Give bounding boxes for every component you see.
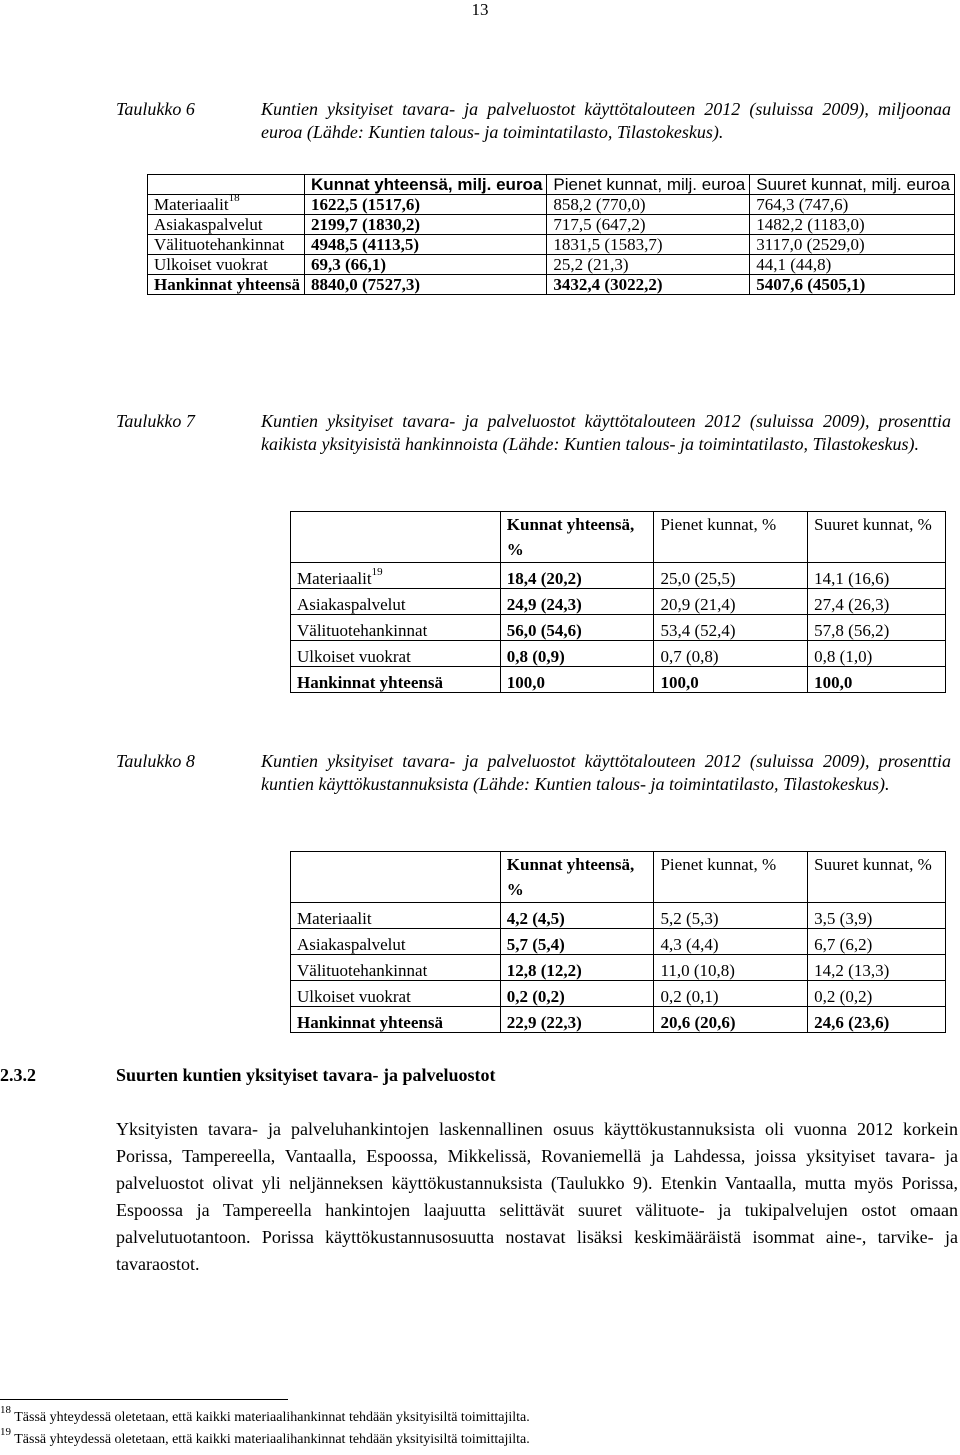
- table-cell: 5407,6 (4505,1): [750, 275, 955, 295]
- table-row: [291, 929, 946, 955]
- table-row: [291, 641, 946, 667]
- table-row: [291, 1007, 946, 1033]
- footnote-number: 18: [0, 1404, 11, 1417]
- row-label: Asiakaspalvelut: [291, 929, 501, 955]
- table-row: [291, 903, 946, 929]
- table-cell: 25,0 (25,5): [654, 563, 808, 589]
- row-label: Välituotehankinnat: [291, 955, 501, 981]
- table-cell: 6,7 (6,2): [808, 929, 946, 955]
- table-cell: 100,0: [654, 667, 808, 693]
- row-label: [148, 192, 305, 215]
- table-row: [291, 615, 946, 641]
- table-cell: 3432,4 (3022,2): [547, 275, 750, 295]
- table6-header-row: [148, 175, 955, 195]
- table-cell: 0,8 (1,0): [808, 641, 946, 667]
- table-cell: 0,8 (0,9): [500, 641, 654, 667]
- table-cell: 717,5 (647,2): [547, 215, 750, 235]
- table-cell: 4,3 (4,4): [654, 929, 808, 955]
- table-cell: 1622,5 (1517,6): [304, 195, 546, 215]
- table8-corner: [291, 852, 501, 903]
- table-cell: 56,0 (54,6): [500, 615, 654, 641]
- table-row: [291, 563, 946, 589]
- row-label-text: Materiaalit: [154, 195, 229, 214]
- row-label: Ulkoiset vuokrat: [291, 641, 501, 667]
- row-label: Ulkoiset vuokrat: [291, 981, 501, 1007]
- row-label: Hankinnat yhteensä: [148, 275, 305, 295]
- footnote-text: Tässä yhteydessä oletetaan, että kaikki materiaalihankinnat tehdään yksityisiltä toimittajilta.: [14, 1432, 530, 1447]
- table-cell: 1482,2 (1183,0): [750, 215, 955, 235]
- table-cell: 100,0: [808, 667, 946, 693]
- table6-header-cell: Kunnat yhteensä, milj. euroa: [304, 175, 546, 195]
- table-row: [148, 235, 955, 255]
- table-row: [148, 195, 955, 215]
- section-title: Suurten kuntien yksityiset tavara- ja palveluostot: [116, 1065, 496, 1085]
- table7-label: Taulukko 7: [116, 411, 195, 431]
- table7-header-cell: Suuret kunnat, %: [808, 512, 946, 563]
- table-cell: 57,8 (56,2): [808, 615, 946, 641]
- table-cell: 20,6 (20,6): [654, 1007, 808, 1033]
- footnote-text: Tässä yhteydessä oletetaan, että kaikki materiaalihankinnat tehdään yksityisiltä toimittajilta.: [14, 1410, 530, 1425]
- table-cell: 12,8 (12,2): [500, 955, 654, 981]
- footnote: [0, 1426, 530, 1448]
- table-row: [148, 275, 955, 295]
- row-label: Hankinnat yhteensä: [291, 667, 501, 693]
- row-label-text: Materiaalit: [297, 569, 372, 588]
- footnote: [0, 1404, 530, 1426]
- table-row: [291, 589, 946, 615]
- table-cell: 8840,0 (7527,3): [304, 275, 546, 295]
- table-cell: 14,2 (13,3): [808, 955, 946, 981]
- table-cell: 24,6 (23,6): [808, 1007, 946, 1033]
- table-row: [291, 667, 946, 693]
- table-cell: 3,5 (3,9): [808, 903, 946, 929]
- footnote-divider: [0, 1399, 288, 1400]
- table-cell: 2199,7 (1830,2): [304, 215, 546, 235]
- table-row: [291, 981, 946, 1007]
- table6: [147, 174, 955, 295]
- table-cell: 5,7 (5,4): [500, 929, 654, 955]
- table6-label: Taulukko 6: [116, 99, 195, 119]
- table-row: [148, 255, 955, 275]
- table8-header-cell: Suuret kunnat, %: [808, 852, 946, 903]
- table8-header-cell: Pienet kunnat, %: [654, 852, 808, 903]
- table-cell: 44,1 (44,8): [750, 255, 955, 275]
- table-cell: 100,0: [500, 667, 654, 693]
- table8-header-row: [291, 852, 946, 903]
- table-cell: 27,4 (26,3): [808, 589, 946, 615]
- row-label: Välituotehankinnat: [148, 235, 305, 255]
- footnote-ref: 18: [228, 192, 240, 205]
- footnote-ref: 19: [371, 566, 383, 579]
- table8-caption: Kuntien yksityiset tavara- ja palveluostot käyttötalouteen 2012 (suluissa 2009), prosenttia kuntien käyttökustannuksista (Lähde: Kuntien talous- ja toimintatilasto, Tilastokeskus).: [261, 751, 951, 794]
- table-cell: 5,2 (5,3): [654, 903, 808, 929]
- table-cell: 0,2 (0,2): [808, 981, 946, 1007]
- body-paragraph: Yksityisten tavara- ja palveluhankintojen laskennallinen osuus käyttökustannuksista oli vuonna 2012 korkein Porissa, Tampereella, Vantaalla, Espoossa, Mikkelissä, Rovaniemellä ja Lahdessa, joissa yksityiset tavara- ja palveluostot olivat yli neljänneksen käyttökustannuksista (Taulukko 9). Etenkin Vantaalla, mutta myös Porissa, Espoossa ja Tampereella hankintojen laajuutta selittävät suuret välituote- ja tukipalvelujen ostot omaan palvelutuotantoon. Porissa käyttökustannusosuutta nostavat lisäksi keskimääräistä isommat aine-, tarvike- ja tavaraostot.: [116, 1119, 958, 1274]
- table6-caption: Kuntien yksityiset tavara- ja palveluostot käyttötalouteen 2012 (suluissa 2009), miljoonaa euroa (Lähde: Kuntien talous- ja toimintatilasto, Tilastokeskus).: [261, 99, 951, 142]
- table-cell: 0,7 (0,8): [654, 641, 808, 667]
- table-cell: 14,1 (16,6): [808, 563, 946, 589]
- table-cell: 11,0 (10,8): [654, 955, 808, 981]
- table-cell: 69,3 (66,1): [304, 255, 546, 275]
- table-row: [291, 955, 946, 981]
- table8: [290, 851, 946, 1033]
- table-cell: 20,9 (21,4): [654, 589, 808, 615]
- table-cell: 22,9 (22,3): [500, 1007, 654, 1033]
- table-cell: 53,4 (52,4): [654, 615, 808, 641]
- table-cell: 4948,5 (4113,5): [304, 235, 546, 255]
- table7-header-cell: Kunnat yhteensä, %: [500, 512, 654, 563]
- table-cell: 764,3 (747,6): [750, 195, 955, 215]
- row-label: Asiakaspalvelut: [291, 589, 501, 615]
- row-label: Materiaalit: [291, 903, 501, 929]
- table-row: [148, 215, 955, 235]
- table-cell: 1831,5 (1583,7): [547, 235, 750, 255]
- table-cell: 4,2 (4,5): [500, 903, 654, 929]
- table7-corner: [291, 512, 501, 563]
- table6-corner: [148, 175, 305, 195]
- table7: [290, 511, 946, 693]
- table-cell: 25,2 (21,3): [547, 255, 750, 275]
- table-cell: 3117,0 (2529,0): [750, 235, 955, 255]
- table-cell: 18,4 (20,2): [500, 563, 654, 589]
- table7-caption: Kuntien yksityiset tavara- ja palveluostot käyttötalouteen 2012 (suluissa 2009), prosenttia kaikista yksityisistä hankinnoista (Lähde: Kuntien talous- ja toimintatilasto, Tilastokeskus).: [261, 411, 951, 454]
- table7-header-row: [291, 512, 946, 563]
- row-label: [291, 563, 501, 589]
- row-label: Hankinnat yhteensä: [291, 1007, 501, 1033]
- footnote-number: 19: [0, 1426, 11, 1439]
- table6-header-cell: Suuret kunnat, milj. euroa: [750, 175, 955, 195]
- section-number: 2.3.2: [0, 1065, 36, 1085]
- table8-header-cell: Kunnat yhteensä, %: [500, 852, 654, 903]
- row-label: Ulkoiset vuokrat: [148, 255, 305, 275]
- table6-header-cell: Pienet kunnat, milj. euroa: [547, 175, 750, 195]
- table8-label: Taulukko 8: [116, 751, 195, 771]
- table-cell: 0,2 (0,1): [654, 981, 808, 1007]
- table7-header-cell: Pienet kunnat, %: [654, 512, 808, 563]
- table-cell: 24,9 (24,3): [500, 589, 654, 615]
- page-number: 13: [471, 0, 489, 19]
- row-label: Välituotehankinnat: [291, 615, 501, 641]
- table-cell: 858,2 (770,0): [547, 195, 750, 215]
- row-label: Asiakaspalvelut: [148, 215, 305, 235]
- table-cell: 0,2 (0,2): [500, 981, 654, 1007]
